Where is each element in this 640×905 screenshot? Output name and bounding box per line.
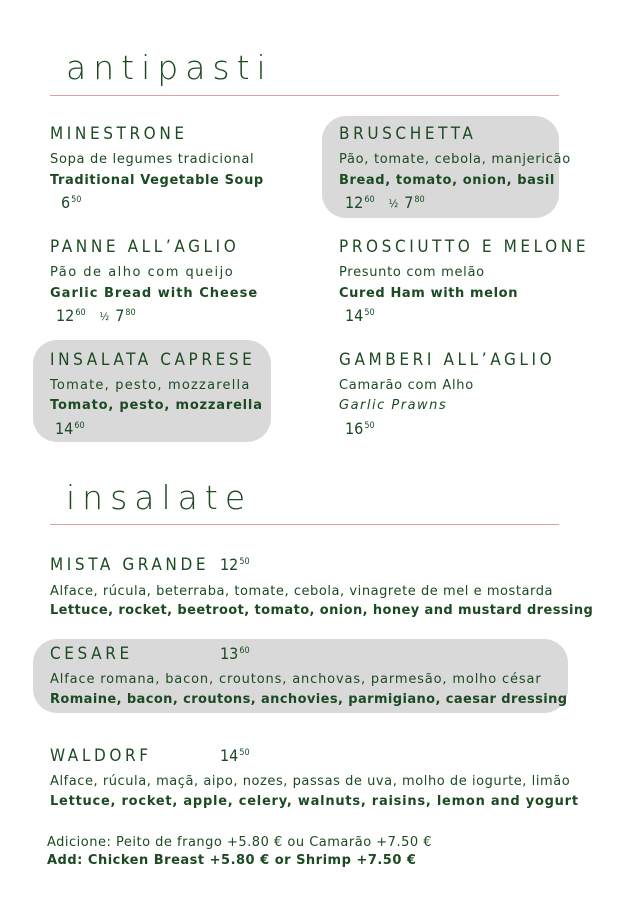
- item-name: CESARE: [50, 644, 133, 664]
- item-description-en: Lettuce, rocket, beetroot, tomato, onion, honey and mustard dressing: [50, 603, 594, 618]
- addon-note-pt: Adicione: Peito de frango +5.80 € ou Camarão +7.50 €: [47, 835, 433, 850]
- item-price: $13^{60}$: [220, 644, 250, 663]
- item-description-en: Cured Ham with melon: [339, 286, 519, 301]
- section-title-insalate: insalate: [66, 478, 253, 517]
- item-description-en: Bread, tomato, onion, basil: [339, 173, 555, 188]
- item-name: INSALATA CAPRESE: [50, 350, 256, 370]
- section-divider: [50, 95, 559, 96]
- item-description-pt: Alface romana, bacon, croutons, anchovas, parmesão, molho césar: [50, 672, 542, 687]
- item-description-pt: Pão, tomate, cebola, manjericão: [339, 152, 571, 167]
- item-price: $12^{50}$: [220, 555, 250, 574]
- item-description-en: Tomato, pesto, mozzarella: [50, 398, 263, 413]
- item-description-pt: Alface, rúcula, beterraba, tomate, cebola, vinagrete de mel e mostarda: [50, 584, 554, 599]
- item-name: BRUSCHETTA: [339, 124, 477, 144]
- item-price: $12^{60}$ ½ $7^{80}$: [56, 306, 136, 325]
- item-name: WALDORF: [50, 746, 152, 766]
- item-price: $12^{60}$ ½ $7^{80}$: [345, 193, 425, 212]
- item-description-pt: Tomate, pesto, mozzarella: [50, 378, 251, 393]
- item-description-en: Garlic Bread with Cheese: [50, 286, 259, 301]
- addon-note-en: Add: Chicken Breast +5.80 € or Shrimp +7.50 €: [47, 853, 417, 868]
- section-title-antipasti: antipasti: [66, 48, 273, 87]
- item-description-pt: Camarão com Alho: [339, 378, 474, 393]
- item-name: PROSCIUTTO E MELONE: [339, 237, 590, 257]
- item-description-pt: Sopa de legumes tradicional: [50, 152, 255, 167]
- item-description-en: Traditional Vegetable Soup: [50, 173, 264, 188]
- item-description-en: Romaine, bacon, croutons, anchovies, parmigiano, caesar dressing: [50, 692, 568, 707]
- item-name: MINESTRONE: [50, 124, 188, 144]
- section-divider: [50, 524, 559, 525]
- item-price: $16^{50}$: [345, 419, 375, 438]
- item-price: $6^{50}$: [61, 193, 82, 212]
- item-description-pt: Presunto com melão: [339, 265, 485, 280]
- item-name: PANNE ALL’AGLIO: [50, 237, 240, 257]
- item-description-en: Lettuce, rocket, apple, celery, walnuts, raisins, lemon and yogurt: [50, 794, 579, 809]
- item-name: GAMBERI ALL’AGLIO: [339, 350, 556, 370]
- item-price: $14^{50}$: [345, 306, 375, 325]
- item-description-pt: Alface, rúcula, maçã, aipo, nozes, passas de uva, molho de iogurte, limão: [50, 774, 571, 789]
- item-name: MISTA GRANDE: [50, 555, 210, 575]
- item-description-en: Garlic Prawns: [339, 398, 448, 413]
- item-price: $14^{50}$: [220, 746, 250, 765]
- item-price: $14^{60}$: [55, 419, 85, 438]
- item-description-pt: Pão de alho com queijo: [50, 265, 235, 280]
